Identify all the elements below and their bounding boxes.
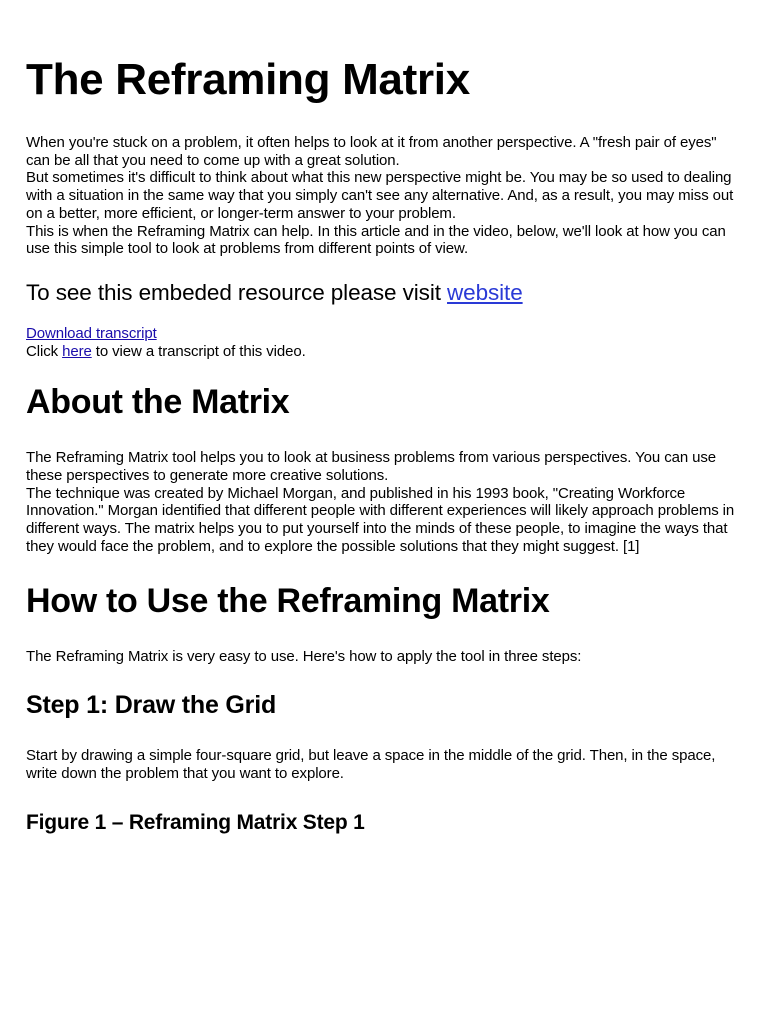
website-link[interactable]: website bbox=[447, 279, 523, 305]
figure1-caption: Figure 1 – Reframing Matrix Step 1 bbox=[26, 810, 365, 834]
download-transcript-link[interactable]: Download transcript bbox=[26, 324, 157, 342]
intro-paragraph-3: This is when the Reframing Matrix can help. In this article and in the video, below, we'll look at how you can use this simple tool to look at problems from different points of view. bbox=[26, 222, 726, 258]
about-paragraph-2: The technique was created by Michael Morgan, and published in his 1993 book, "Creating Workforce Innovation." Morgan identified that different people with different experiences will likely approach problems in different ways. The matrix helps you to put yourself into the minds of these people, to imagine the ways that they would face the problem, and to explore the possible solutions that they might suggest. [1] bbox=[26, 484, 735, 555]
step1-heading: Step 1: Draw the Grid bbox=[26, 691, 277, 720]
embed-notice bbox=[26, 278, 742, 308]
intro-paragraph-2: But sometimes it's difficult to think about what this new perspective might be. You may be so used to dealing with a situation in the same way that you simply can't see any alternative. And, as a result, you may miss out on a better, more efficient, or longer-term answer to your problem. bbox=[26, 169, 734, 222]
about-heading: About the Matrix bbox=[26, 383, 290, 422]
howto-section bbox=[26, 648, 742, 666]
intro-section bbox=[26, 134, 742, 258]
about-paragraph-1: The Reframing Matrix tool helps you to look at business problems from various perspectives. You can use these perspectives to generate more creative solutions. bbox=[26, 449, 717, 485]
transcript-here-link[interactable]: here bbox=[62, 342, 92, 360]
transcript-section bbox=[26, 325, 742, 360]
transcript-click-suffix: to view a transcript of this video. bbox=[91, 342, 306, 360]
page-title: The Reframing Matrix bbox=[26, 55, 470, 104]
transcript-line bbox=[26, 343, 742, 361]
step1-paragraph-1: Start by drawing a simple four-square grid, but leave a space in the middle of the grid. Then, in the space, write down the problem that you want to explore. bbox=[26, 747, 716, 782]
transcript-click-prefix: Click bbox=[26, 342, 63, 360]
howto-heading: How to Use the Reframing Matrix bbox=[26, 581, 550, 620]
about-section bbox=[26, 449, 742, 555]
step1-section bbox=[26, 747, 742, 782]
intro-paragraph-1: When you're stuck on a problem, it often helps to look at it from another perspective. A "fresh pair of eyes" can be all that you need to come up with a great solution. bbox=[26, 134, 717, 169]
embed-notice-text: To see this embeded resource please visit bbox=[26, 279, 448, 305]
howto-paragraph-1: The Reframing Matrix is very easy to use. Here's how to apply the tool in three steps: bbox=[26, 647, 582, 665]
